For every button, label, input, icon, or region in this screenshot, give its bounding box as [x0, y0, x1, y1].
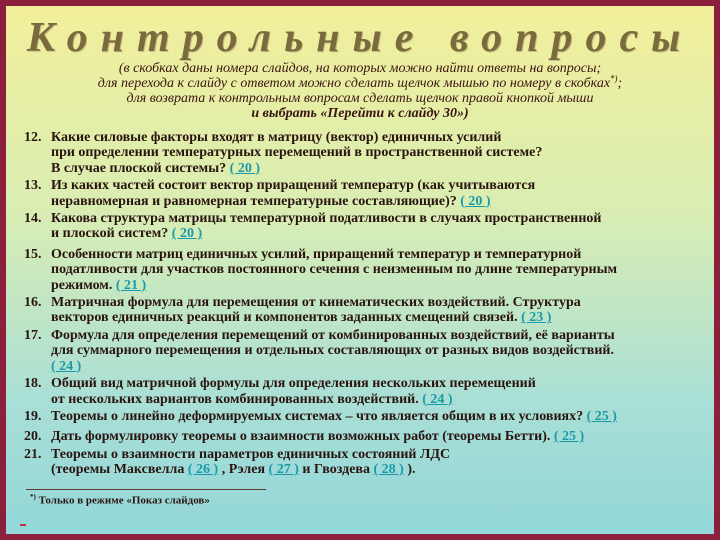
question-text-line: Дать формулировку теоремы о взаимности возможных работ (теоремы Бетти). ( 25 )	[51, 429, 585, 445]
slide-link[interactable]: ( 20 )	[171, 226, 203, 242]
question-text-line: Какова структура матрицы температурной податливости в случаях пространственной	[51, 211, 602, 227]
slide-link[interactable]: ( 23 )	[521, 310, 552, 326]
question-text-line: и плоской систем? ( 20 )	[51, 226, 203, 242]
question-text-line	[51, 359, 702, 374]
question-item	[24, 409, 702, 424]
slide-link[interactable]: ( 25 )	[553, 429, 585, 445]
slide-link-26[interactable]: ( 26 )	[187, 462, 219, 478]
question-text-line: В случае плоской системы? ( 20 )	[51, 160, 260, 176]
slide-link[interactable]: ( 20 )	[460, 193, 491, 209]
question-text-line: при определении температурных перемещений в пространственной системе?	[51, 145, 543, 161]
slide-link[interactable]: ( 21 )	[115, 277, 147, 293]
question-item	[24, 376, 702, 407]
question-text-line: Общий вид матричной формулы для определения нескольких перемещений	[51, 376, 536, 392]
question-item	[24, 211, 702, 242]
question-number: 19.	[24, 408, 42, 424]
question-number: 12.	[24, 130, 42, 145]
slide-link-28[interactable]: ( 28 )	[373, 462, 404, 478]
question-number: 15.	[24, 246, 42, 262]
question-text-line: Теоремы о линейно деформируемых системах – что является общим в их условиях? ( 25 )	[51, 408, 617, 424]
question-text-line: податливости для участков постоянного сечения с неизменным по длине температурным	[51, 262, 618, 278]
question-text-line: Какие силовые факторы входят в матрицу (вектор) единичных усилий	[51, 130, 502, 145]
question-number: 16.	[24, 295, 42, 311]
slide-link[interactable]: ( 20 )	[229, 160, 260, 176]
corner-mark	[20, 524, 26, 526]
question-number: 21.	[24, 446, 42, 462]
question-item	[24, 178, 702, 209]
question-number: 17.	[24, 327, 42, 343]
question-text-line: для суммарного перемещения и отдельных составляющих от разных видов воздействий.	[51, 343, 614, 359]
question-item	[24, 447, 702, 478]
footnote: *) Только в режиме «Показ слайдов»	[30, 493, 210, 507]
question-number: 20.	[24, 429, 42, 445]
question-text-line: Формула для определения перемещений от комбинированных воздействий, её варианты	[51, 327, 615, 343]
instructions	[26, 61, 694, 121]
question-text-line: Матричная формула для перемещения от кинематических воздействий. Структура	[51, 295, 581, 311]
instructions-line-3: для возврата к контрольным вопросам сделать щелчок правой кнопкой мыши	[126, 91, 594, 106]
slide-link[interactable]: ( 25 )	[586, 408, 617, 424]
question-number: 14.	[24, 211, 42, 227]
question-text-line: векторов единичных реакций и компонентов заданных смещений связей. ( 23 )	[51, 310, 552, 326]
question-number: 18.	[24, 376, 42, 392]
slide-title: Контрольные вопросы	[26, 15, 694, 61]
question-item	[24, 328, 702, 374]
question-number: 13.	[24, 178, 42, 194]
question-list	[24, 130, 702, 478]
footnote-marker: *)	[610, 73, 618, 84]
instructions-line-2: для перехода к слайду с ответом можно сделать щелчок мышью по номеру в скобках*);	[97, 73, 623, 91]
question-text-line: неравномерная и равномерная температурные составляющие)? ( 20 )	[51, 193, 491, 209]
footnote-divider	[26, 489, 266, 490]
question-text-line: (теоремы Максвелла ( 26 ) , Рэлея ( 27 ) и Гвоздева ( 28 ) ).	[51, 462, 416, 478]
question-text-line: Теоремы о взаимности параметров единичных состояний ЛДС	[51, 446, 451, 462]
question-text-line: от нескольких вариантов комбинированных воздействий. ( 24 )	[51, 391, 453, 407]
slide-link[interactable]: ( 24 )	[51, 358, 82, 374]
slide-link-27[interactable]: ( 27 )	[268, 462, 299, 478]
question-text-line: Из каких частей состоит вектор приращений температур (как учитываются	[51, 178, 536, 194]
question-text-line: режимом. ( 21 )	[51, 277, 147, 293]
question-item	[24, 295, 702, 326]
question-item	[24, 429, 702, 444]
instructions-line-4: и выбрать «Перейти к слайду 30»)	[251, 106, 469, 121]
instructions-line-1: (в скобках даны номера слайдов, на которых можно найти ответы на вопросы;	[118, 61, 602, 76]
slide-link[interactable]: ( 24 )	[422, 391, 453, 407]
question-text-line: Особенности матриц единичных усилий, приращений температур и температурной	[51, 246, 582, 262]
question-item	[24, 247, 702, 293]
question-item	[24, 130, 702, 176]
